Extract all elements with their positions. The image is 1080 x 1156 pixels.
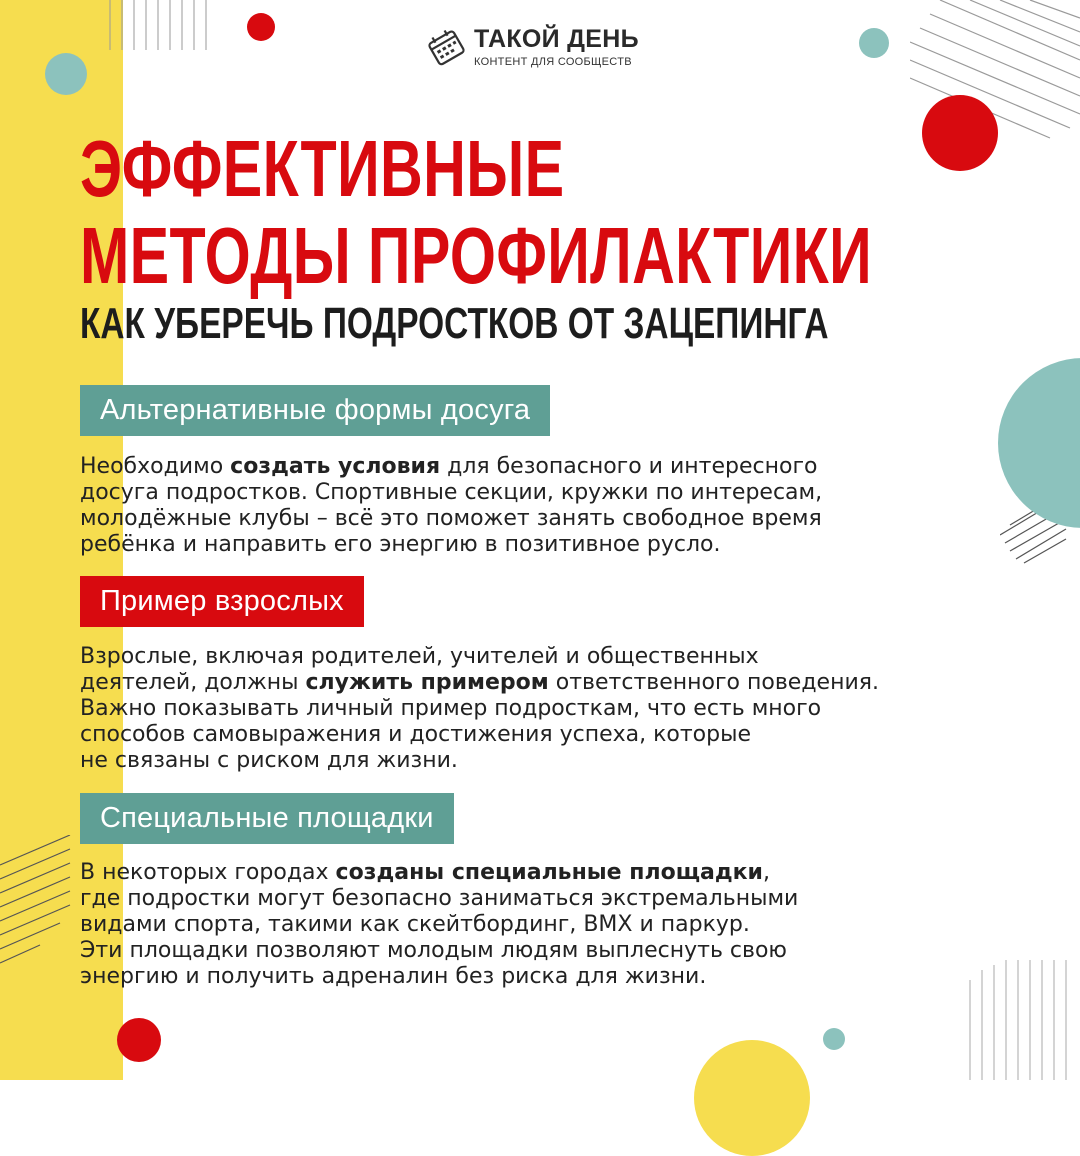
text-line: Взрослые, включая родителей, учителей и общественных: [80, 644, 759, 669]
section-heading-special-sites: Специальные площадки: [80, 793, 454, 844]
section-text-special-sites: [80, 860, 1020, 990]
brand-logo: [426, 26, 639, 68]
text-line: Эти площадки позволяют молодым людям выплеснуть свою: [80, 938, 787, 963]
logo-title: ТАКОЙ ДЕНЬ: [474, 25, 639, 53]
page-title-line-2: МЕТОДЫ ПРОФИЛАКТИКИ: [80, 211, 873, 300]
logo-subtitle: КОНТЕНТ ДЛЯ СООБЩЕСТВ: [474, 56, 632, 68]
text-line: способов самовыражения и достижения успеха, которые: [80, 722, 752, 747]
text-line: ответственного поведения.: [548, 670, 880, 695]
text-line: молодёжные клубы – всё это поможет занять свободное время: [80, 506, 822, 531]
text-line: Важно показывать личный пример подросткам, что есть много: [80, 696, 822, 721]
page-title-line-1: ЭФФЕКТИВНЫЕ: [80, 124, 565, 213]
circle-teal-small-top: [859, 28, 889, 58]
text-line: досуга подростков. Спортивные секции, кружки по интересам,: [80, 480, 823, 505]
section-text-leisure: [80, 454, 1020, 558]
circle-red-small-top: [247, 13, 275, 41]
emphasis-text: создать условия: [230, 454, 441, 479]
text-line: деятелей, должны: [80, 670, 306, 695]
emphasis-text: служить примером: [305, 670, 549, 695]
text-line: видами спорта, такими как скейтбординг, BMX и паркур.: [80, 912, 750, 937]
calendar-icon: [426, 27, 466, 67]
circle-teal-small-bottom: [823, 1028, 845, 1050]
text-line: для безопасного и интересного: [440, 454, 818, 479]
stripes-top-left: [100, 0, 220, 60]
text-line: ,: [762, 860, 770, 885]
text-line: В некоторых городах: [80, 860, 336, 885]
page-subtitle: КАК УБЕРЕЧЬ ПОДРОСТКОВ ОТ ЗАЦЕПИНГА: [80, 299, 829, 348]
text-line: ребёнка и направить его энергию в позитивное русло.: [80, 532, 721, 557]
emphasis-text: созданы специальные площадки: [335, 860, 763, 885]
section-heading-leisure: Альтернативные формы досуга: [80, 385, 550, 436]
text-line: Необходимо: [80, 454, 231, 479]
circle-red-large-right: [922, 95, 998, 171]
circle-teal-small-left: [45, 53, 87, 95]
section-text-adult-example: [80, 644, 1020, 774]
circle-red-bottom-left: [117, 1018, 161, 1062]
text-line: не связаны с риском для жизни.: [80, 748, 458, 773]
section-heading-adult-example: Пример взрослых: [80, 576, 364, 627]
text-line: где подростки могут безопасно заниматься экстремальными: [80, 886, 799, 911]
text-line: энергию и получить адреналин без риска для жизни.: [80, 964, 707, 989]
stripes-bottom-left: [0, 835, 80, 965]
circle-yellow-bottom: [694, 1040, 810, 1156]
